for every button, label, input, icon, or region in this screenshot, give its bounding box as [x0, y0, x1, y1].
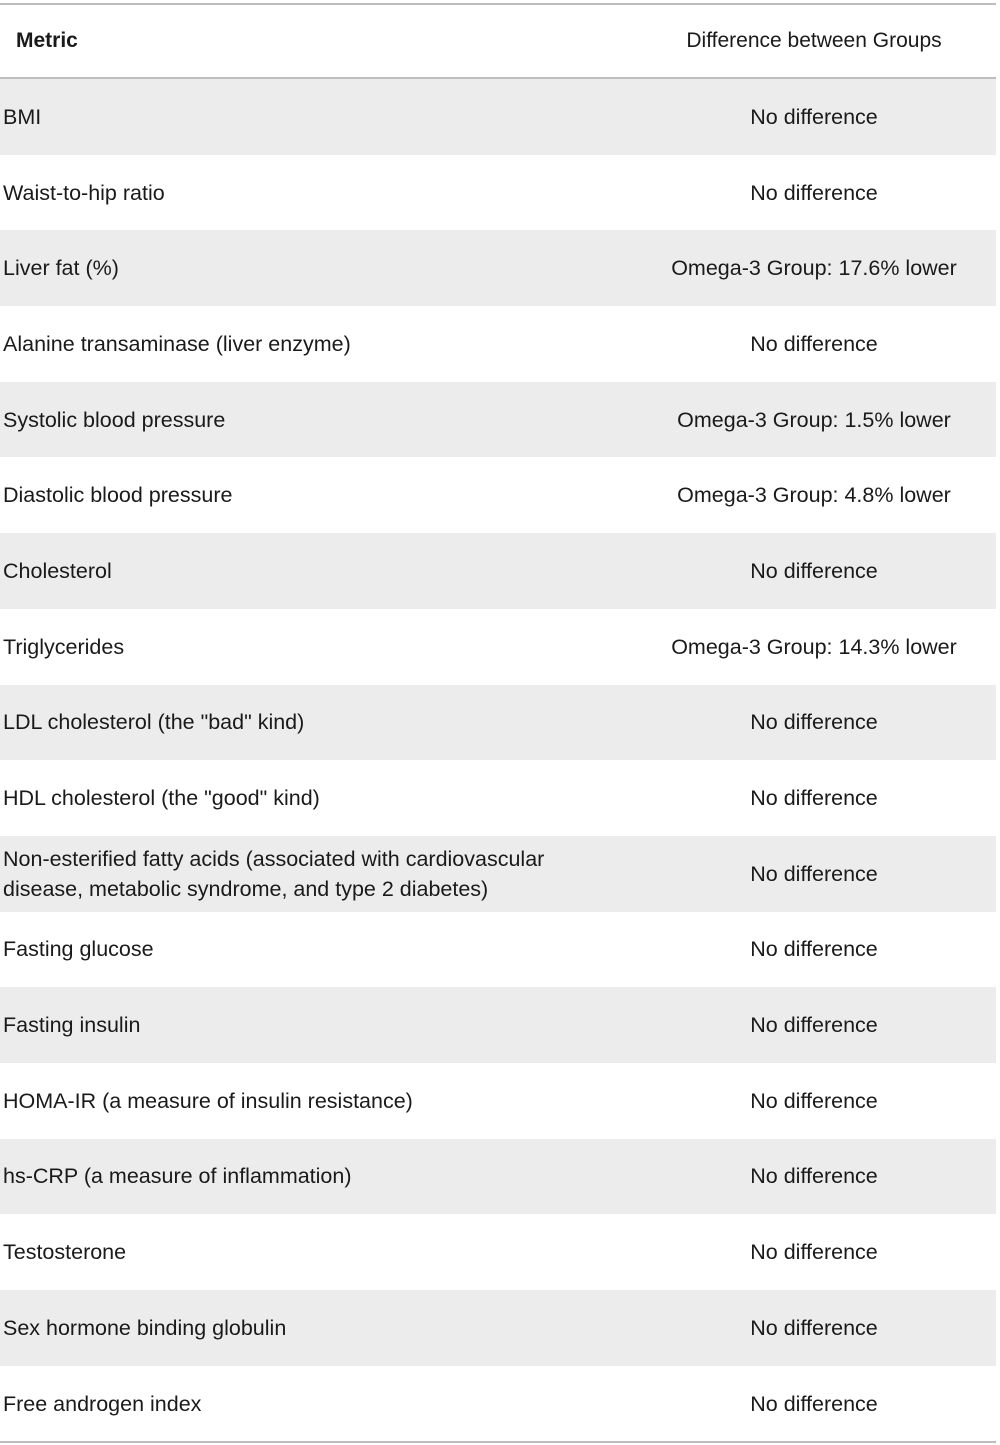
header-row — [0, 4, 996, 78]
difference-cell: Omega-3 Group: 14.3% lower — [632, 609, 996, 685]
difference-cell: Omega-3 Group: 1.5% lower — [632, 382, 996, 458]
metric-cell: LDL cholesterol (the "bad" kind) — [0, 685, 632, 761]
metric-cell: Testosterone — [0, 1214, 632, 1290]
metric-cell: BMI — [0, 78, 632, 155]
table-row — [0, 1366, 996, 1443]
metric-cell: Non-esterified fatty acids (associated with cardiovascular disease, metabolic syndrome, and type 2 diabetes) — [0, 836, 632, 912]
metric-cell: Alanine transaminase (liver enzyme) — [0, 306, 632, 382]
difference-cell: No difference — [632, 1290, 996, 1366]
metric-cell: hs-CRP (a measure of inflammation) — [0, 1139, 632, 1215]
table-row — [0, 1290, 996, 1366]
metric-column-header: Metric — [16, 29, 78, 52]
table-row — [0, 912, 996, 988]
difference-cell: No difference — [632, 987, 996, 1063]
metric-cell: Systolic blood pressure — [0, 382, 632, 458]
table-row — [0, 685, 996, 761]
table-row — [0, 1214, 996, 1290]
metric-cell: HOMA-IR (a measure of insulin resistance) — [0, 1063, 632, 1139]
difference-cell: No difference — [632, 912, 996, 988]
difference-cell: No difference — [632, 836, 996, 912]
metric-cell: Fasting glucose — [0, 912, 632, 988]
difference-column-header: Difference between Groups — [686, 29, 942, 52]
metric-cell: Diastolic blood pressure — [0, 457, 632, 533]
difference-cell: No difference — [632, 1139, 996, 1215]
difference-cell: No difference — [632, 1063, 996, 1139]
metric-cell: Fasting insulin — [0, 987, 632, 1063]
table-row — [0, 987, 996, 1063]
table-row — [0, 457, 996, 533]
difference-cell: Omega-3 Group: 17.6% lower — [632, 230, 996, 306]
difference-cell: No difference — [632, 533, 996, 609]
table-row — [0, 609, 996, 685]
metric-cell: HDL cholesterol (the "good" kind) — [0, 760, 632, 836]
difference-cell: No difference — [632, 1366, 996, 1443]
difference-cell: No difference — [632, 685, 996, 761]
table-row — [0, 836, 996, 912]
difference-cell: No difference — [632, 78, 996, 155]
difference-cell: No difference — [632, 760, 996, 836]
table-header — [0, 4, 996, 78]
table-row — [0, 78, 996, 155]
table-row — [0, 155, 996, 231]
difference-cell: Omega-3 Group: 4.8% lower — [632, 457, 996, 533]
metric-cell: Cholesterol — [0, 533, 632, 609]
results-table — [0, 3, 996, 1443]
metric-cell: Triglycerides — [0, 609, 632, 685]
table-row — [0, 230, 996, 306]
metric-cell: Sex hormone binding globulin — [0, 1290, 632, 1366]
table-row — [0, 1139, 996, 1215]
metric-cell: Waist-to-hip ratio — [0, 155, 632, 231]
difference-cell: No difference — [632, 306, 996, 382]
table-row — [0, 533, 996, 609]
metric-cell: Free androgen index — [0, 1366, 632, 1443]
table-row — [0, 760, 996, 836]
table-row — [0, 306, 996, 382]
table-row — [0, 1063, 996, 1139]
difference-cell: No difference — [632, 155, 996, 231]
difference-cell: No difference — [632, 1214, 996, 1290]
table-body — [0, 78, 996, 1442]
metric-cell: Liver fat (%) — [0, 230, 632, 306]
table-row — [0, 382, 996, 458]
